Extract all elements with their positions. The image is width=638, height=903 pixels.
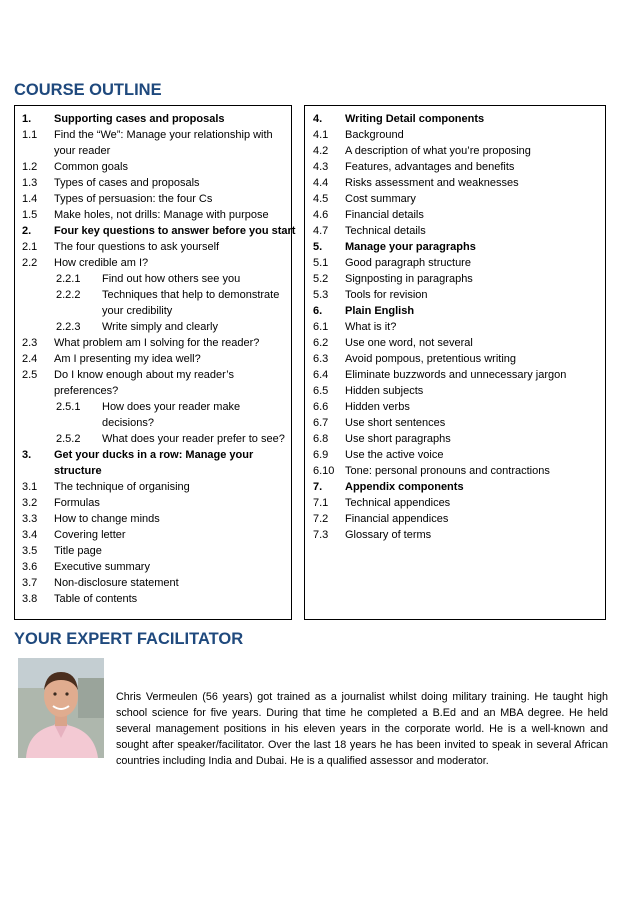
outline-item-text: The technique of organising [54,481,190,493]
outline-item [313,287,566,303]
outline-item-text: Write simply and clearly [102,321,218,333]
outline-item [313,143,566,159]
outline-item-number: 1. [22,113,32,125]
outline-item-number: 2.3 [22,337,38,349]
outline-item-number: 2.1 [22,241,38,253]
outline-item-number: 6. [313,305,323,317]
outline-item [22,447,295,463]
outline-item [22,159,295,175]
outline-item-number: 6.5 [313,385,329,397]
outline-item-number: 5.2 [313,273,329,285]
outline-item-text: Cost summary [345,193,416,205]
outline-item [313,207,566,223]
outline-item-text: Eliminate buzzwords and unnecessary jargon [345,369,567,381]
outline-item-number: 3.4 [22,529,38,541]
facilitator-photo [18,658,104,758]
outline-item [22,207,295,223]
outline-item-number: 4.1 [313,129,329,141]
outline-item [313,495,566,511]
outline-item-text: Am I presenting my idea well? [54,353,201,365]
outline-item-number: 4.6 [313,209,329,221]
outline-item-text: The four questions to ask yourself [54,241,220,253]
outline-item-number: 6.2 [313,337,329,349]
outline-item [22,383,295,399]
outline-item [22,335,295,351]
outline-item-number: 3.7 [22,577,38,589]
outline-item-text: Tone: personal pronouns and contractions [345,465,550,477]
outline-item-text: Table of contents [54,593,138,605]
outline-item-number: 3.5 [22,545,38,557]
outline-item-text: What does your reader prefer to see? [102,433,285,445]
outline-item [313,367,566,383]
outline-item [22,127,295,143]
outline-item-number: 4.7 [313,225,329,237]
outline-item [313,383,566,399]
outline-item-text: Technical appendices [345,497,451,509]
outline-item [22,591,295,607]
outline-item-text: Tools for revision [345,289,428,301]
outline-item [22,111,295,127]
outline-item-text: Four key questions to answer before you start [54,225,296,237]
outline-item [313,335,566,351]
outline-item-text: What is it? [345,321,397,333]
outline-item-text: Risks assessment and weaknesses [345,177,519,189]
outline-item-text: Good paragraph structure [345,257,471,269]
outline-item-number: 2.2 [22,257,38,269]
outline-item-text: structure [54,465,102,477]
outline-item-text: Hidden subjects [345,385,424,397]
outline-item-text: A description of what you’re proposing [345,145,531,157]
outline-item [22,479,295,495]
outline-item [313,463,566,479]
outline-item [22,543,295,559]
outline-item [313,431,566,447]
outline-item-number: 6.6 [313,401,329,413]
outline-item-text: Types of persuasion: the four Cs [54,193,213,205]
outline-item-number: 2.4 [22,353,38,365]
outline-item [22,575,295,591]
outline-item [313,159,566,175]
outline-item [22,527,295,543]
outline-item-number: 2. [22,225,32,237]
outline-item-number: 7. [313,481,323,493]
outline-item-number: 6.10 [313,465,335,477]
outline-item-number: 7.2 [313,513,329,525]
outline-item-text: Appendix components [345,481,464,493]
outline-item-number: 2.2.1 [56,273,81,285]
outline-item-text: Use short sentences [345,417,446,429]
outline-item-text: Hidden verbs [345,401,410,413]
outline-item-text: your credibility [102,305,173,317]
outline-item-number: 6.1 [313,321,329,333]
outline-item [313,511,566,527]
outline-item-number: 4.4 [313,177,329,189]
outline-item [313,527,566,543]
outline-item-number: 5. [313,241,323,253]
outline-item-text: Glossary of terms [345,529,432,541]
outline-item [313,255,566,271]
outline-item [22,239,295,255]
outline-item [313,175,566,191]
outline-item [313,111,566,127]
outline-item [22,271,295,287]
outline-item-text: Formulas [54,497,100,509]
outline-item-text: How to change minds [54,513,160,525]
outline-item-text: Use short paragraphs [345,433,451,445]
outline-item-text: Background [345,129,404,141]
outline-item-number: 1.2 [22,161,38,173]
outline-item [22,319,295,335]
outline-item [22,255,295,271]
outline-item-number: 1.4 [22,193,38,205]
outline-item-number: 6.4 [313,369,329,381]
outline-item-text: Writing Detail components [345,113,485,125]
outline-item-text: Do I know enough about my reader’s [54,369,234,381]
outline-item-number: 7.1 [313,497,329,509]
outline-item [313,319,566,335]
outline-item-number: 2.5 [22,369,38,381]
outline-item-text: Supporting cases and proposals [54,113,225,125]
outline-item [313,479,566,495]
outline-item [22,399,295,415]
outline-item-number: 6.8 [313,433,329,445]
outline-item [22,303,295,319]
outline-item [313,303,566,319]
outline-item-number: 1.1 [22,129,38,141]
outline-item-number: 4.3 [313,161,329,173]
outline-item [313,239,566,255]
outline-item-text: Find out how others see you [102,273,241,285]
outline-left-column [22,111,295,607]
outline-item-number: 2.2.2 [56,289,81,301]
outline-item-number: 1.5 [22,209,38,221]
outline-item-number: 1.3 [22,177,38,189]
outline-item [22,143,295,159]
outline-item-number: 3.1 [22,481,38,493]
outline-item [22,351,295,367]
outline-item [313,127,566,143]
outline-item-text: Executive summary [54,561,150,573]
outline-item-number: 3.8 [22,593,38,605]
outline-item-text: decisions? [102,417,154,429]
outline-item-text: Signposting in paragraphs [345,273,473,285]
course-outline-heading: COURSE OUTLINE [14,81,162,99]
facilitator-heading: YOUR EXPERT FACILITATOR [14,630,244,648]
outline-item-number: 5.1 [313,257,329,269]
outline-item-text: How credible am I? [54,257,149,269]
outline-item [313,191,566,207]
outline-item-number: 5.3 [313,289,329,301]
outline-item-number: 4.5 [313,193,329,205]
outline-item-text: What problem am I solving for the reader? [54,337,260,349]
outline-item [313,223,566,239]
outline-item-text: Make holes, not drills: Manage with purpose [54,209,269,221]
outline-item-text: Avoid pompous, pretentious writing [345,353,517,365]
outline-item [313,351,566,367]
outline-item [22,495,295,511]
outline-item-text: How does your reader make [102,401,241,413]
outline-item-text: Technical details [345,225,426,237]
outline-item-text: Non-disclosure statement [54,577,179,589]
outline-item-text: Common goals [54,161,128,173]
outline-item [22,191,295,207]
outline-item-number: 6.7 [313,417,329,429]
outline-item-number: 2.5.2 [56,433,81,445]
outline-item [22,431,295,447]
outline-item [22,463,295,479]
outline-item-text: Techniques that help to demonstrate [102,289,280,301]
outline-item-text: Features, advantages and benefits [345,161,515,173]
outline-item-number: 2.5.1 [56,401,81,413]
outline-right-column [313,111,566,543]
outline-item-number: 3.2 [22,497,38,509]
outline-item-text: Use the active voice [345,449,444,461]
outline-item-text: Types of cases and proposals [54,177,200,189]
outline-item-text: Get your ducks in a row: Manage your [54,449,254,461]
outline-item [22,511,295,527]
outline-item [22,287,295,303]
outline-item-text: Title page [54,545,102,557]
outline-item-number: 2.2.3 [56,321,81,333]
outline-item-text: Find the “We”: Manage your relationship with [54,129,273,141]
outline-item [313,415,566,431]
facilitator-bio: Chris Vermeulen (56 years) got trained as a journalist whilst doing military training. He taught high school science for five years. During that time he completed a B.Ed and an MBA degree. He held several management positions in his eleven years in the corporate world. He is a well-known and sought after speaker/facilitator. Over the last 18 years he has been invited to speak in several African countries including India and Dubai. He is a qualified assessor and moderator. [116,691,608,767]
outline-item-text: your reader [54,145,111,157]
outline-item [22,367,295,383]
outline-item-number: 7.3 [313,529,329,541]
outline-item [313,447,566,463]
outline-item-text: Financial appendices [345,513,449,525]
outline-item-number: 3.3 [22,513,38,525]
outline-item-text: Covering letter [54,529,126,541]
outline-item-number: 6.9 [313,449,329,461]
outline-item [22,175,295,191]
outline-item [313,271,566,287]
outline-item-number: 6.3 [313,353,329,365]
outline-item-text: Plain English [345,305,415,317]
outline-item [22,559,295,575]
outline-item [22,415,295,431]
outline-item-text: Manage your paragraphs [345,241,476,253]
outline-item [22,223,295,239]
outline-item-text: Financial details [345,209,424,221]
outline-item-number: 3.6 [22,561,38,573]
outline-item-number: 4.2 [313,145,329,157]
outline-item-number: 4. [313,113,323,125]
outline-item-number: 3. [22,449,32,461]
outline-item [313,399,566,415]
outline-item-text: Use one word, not several [345,337,473,349]
outline-item-text: preferences? [54,385,119,397]
